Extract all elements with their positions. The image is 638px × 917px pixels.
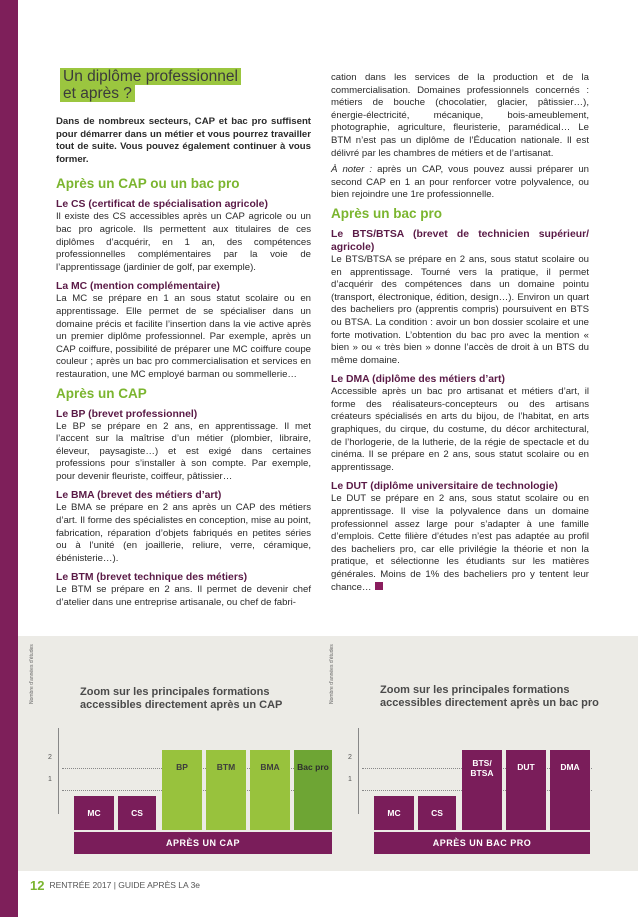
y-axis-line: [58, 728, 59, 814]
bar-mc: MC: [374, 796, 414, 830]
btm-text-continued: cation dans les services de la production et de la commercialisation. Domaines professionnels concernés : métiers de bouche (chocolatier, glacier, pâtissier…), énergie-électricité, mécanique, bois-ameublement, photographie, agriculture, fleuristerie, paramédical… Le BTM n’est pas un diplôme de l’Éducation nationale. Il est délivré par les chambres de métiers et de l’artisanat.: [331, 72, 589, 159]
mc-heading: La MC (mention complémentaire): [56, 281, 220, 293]
dma-text: Accessible après un bac pro artisanat et métiers d’art, il forme des réalisateurs-concepteurs ou des artisans créateurs spécialisés en arts du bijou, de l’habitat, en arts graphiques, du cirque, du costume, du décor architectural, de l’horlogerie, de la lutherie, de la régie de spectacle et du cinéma. Il se prépare en 2 ans, sous statut scolaire ou en apprentissage.: [331, 386, 589, 473]
dut-text: [331, 493, 589, 594]
y-axis-label: Nombre d’années d’études: [329, 644, 335, 704]
tick-2: 2: [348, 754, 352, 761]
dma-heading: Le DMA (diplôme des métiers d’art): [331, 374, 505, 386]
left-column: [56, 68, 311, 614]
bar-dut: DUT: [506, 750, 546, 830]
bar-bac-pro: Bac pro: [294, 750, 332, 830]
bar-bma: BMA: [250, 750, 290, 830]
dut-heading: Le DUT (diplôme universitaire de technologie): [331, 481, 558, 493]
note-label: À noter :: [331, 164, 373, 176]
y-axis-line: [358, 728, 359, 814]
bma-text: Le BMA se prépare en 2 ans après un CAP des métiers d’art. Il forme des spécialistes en conception, mise au point, fabrication, réparation d’objets fabriqués en petites séries ou à l’unité (en joaillerie, reliure, verre, céramique, ébénisterie…).: [56, 502, 311, 564]
page-number: 12: [30, 877, 45, 893]
base-after-cap: APRÈS UN CAP: [74, 832, 332, 854]
top-margin: [18, 0, 638, 40]
bts-heading: Le BTS/BTSA (brevet de technicien supérieur/ agricole): [331, 228, 589, 253]
bp-text: Le BP se prépare en 2 ans, en apprentissage. Il met l’accent sur la maîtrise d’un métier (plombier, libraire, éleveur, paysagiste…) et est exigé dans certaines professions pour s’installer à son compte. Par exemple, pour devenir fleuriste, coiffeur, pâtissier…: [56, 420, 311, 482]
tick-1: 1: [348, 776, 352, 783]
diagram-after-cap: [29, 644, 329, 848]
diagram-title: Zoom sur les principales formations accessibles directement après un CAP: [80, 686, 283, 711]
bar-dma: DMA: [550, 750, 590, 830]
right-column: [331, 72, 589, 598]
tick-1: 1: [48, 776, 52, 783]
bar-bp: BP: [162, 750, 202, 830]
title-line-1: Un diplôme professionnel: [60, 68, 241, 85]
note-paragraph: [331, 164, 589, 202]
mc-text: La MC se prépare en 1 an sous statut scolaire ou en apprentissage. Elle permet de se spécialiser dans un domaine précis et facilite l’insertion dans la vie active après un premier diplôme professionnel. Par exemple, après un CAP coiffure, possibilité de préparer une MC coiffure coupe couleur ; après un bac pro commercialisation et services en restauration, une MC employé barman ou sommellerie…: [56, 293, 311, 380]
cs-heading: Le CS (certificat de spécialisation agricole): [56, 199, 268, 211]
bma-heading: Le BMA (brevet des métiers d’art): [56, 490, 222, 502]
btm-heading: Le BTM (brevet technique des métiers): [56, 572, 248, 584]
end-mark-icon: [375, 582, 383, 590]
diagram-panel: [18, 636, 638, 871]
y-axis-label: Nombre d’années d’études: [29, 644, 35, 704]
left-color-band: [0, 0, 18, 917]
bar-cs: CS: [118, 796, 156, 830]
intro-paragraph: Dans de nombreux secteurs, CAP et bac pro suffisent pour démarrer dans un métier et vous pourrez travailler tout de suite. Vous pouvez également continuer à vous former.: [56, 116, 311, 165]
base-after-bacpro: APRÈS UN BAC PRO: [374, 832, 590, 854]
cs-text: Il existe des CS accessibles après un CAP agricole ou un bac pro agricole. Ils permettent aux titulaires de ces diplômes d’acquérir, en 1 an, des compétences professionnelles complémentaires par la voie de l’apprentissage (jardinier de golf, par exemple).: [56, 211, 311, 273]
bar-bts-btsa: BTS/ BTSA: [462, 750, 502, 830]
note-text: après un CAP, vous pouvez aussi préparer un second CAP en 1 an pour renforcer votre polyvalence, ou bien rejoindre une 1re professionnelle.: [331, 164, 589, 201]
section-heading-cap: Après un CAP: [56, 385, 147, 401]
footer-text: RENTRÉE 2017 | GUIDE APRÈS LA 3e: [49, 880, 201, 890]
page-title: [56, 68, 245, 102]
footer-bar: [30, 874, 200, 896]
section-heading-cap-or-bacpro: Après un CAP ou un bac pro: [56, 176, 240, 192]
section-heading-bacpro: Après un bac pro: [331, 205, 443, 221]
bts-text: Le BTS/BTSA se prépare en 2 ans, sous statut scolaire ou en apprentissage. Tourné vers la pratique, il permet d’acquérir des compétences dans un domaine pointu (transport, électronique, édition, design…). Environ un quart des bacheliers pro (apprentis compris) poursuivent en BTS ou BTSA. La condition : avoir un bon dossier scolaire et une forte motivation. L’obtention du bac pro avec la mention « bien » ou « très bien » donne l’accès de droit à un BTS du même domaine.: [331, 253, 589, 366]
bar-cs: CS: [418, 796, 456, 830]
diagram-after-bacpro: [329, 644, 614, 848]
tick-2: 2: [48, 754, 52, 761]
dut-text-body: Le DUT se prépare en 2 ans, sous statut scolaire ou en apprentissage. Il vise la polyvalence dans un domaine professionnel assez large pour s’adapter à une famille d’emplois. Cette filière d’études n’est pas adaptée au profil des bacheliers pro, car elle privilégie la théorie et non la pratique, et sélectionne les étudiants sur les matières générales. Moins de 1% des bacheliers pro y tentent leur chance…: [331, 493, 589, 593]
bar-mc: MC: [74, 796, 114, 830]
bp-heading: Le BP (brevet professionnel): [56, 408, 198, 420]
bar-btm: BTM: [206, 750, 246, 830]
title-line-2: et après ?: [60, 85, 135, 102]
diagram-title: Zoom sur les principales formations accessibles directement après un bac pro: [380, 684, 599, 709]
btm-text-start: Le BTM se prépare en 2 ans. Il permet de devenir chef d’atelier dans une entreprise artisanale, ou chef de fabri-: [56, 584, 311, 609]
